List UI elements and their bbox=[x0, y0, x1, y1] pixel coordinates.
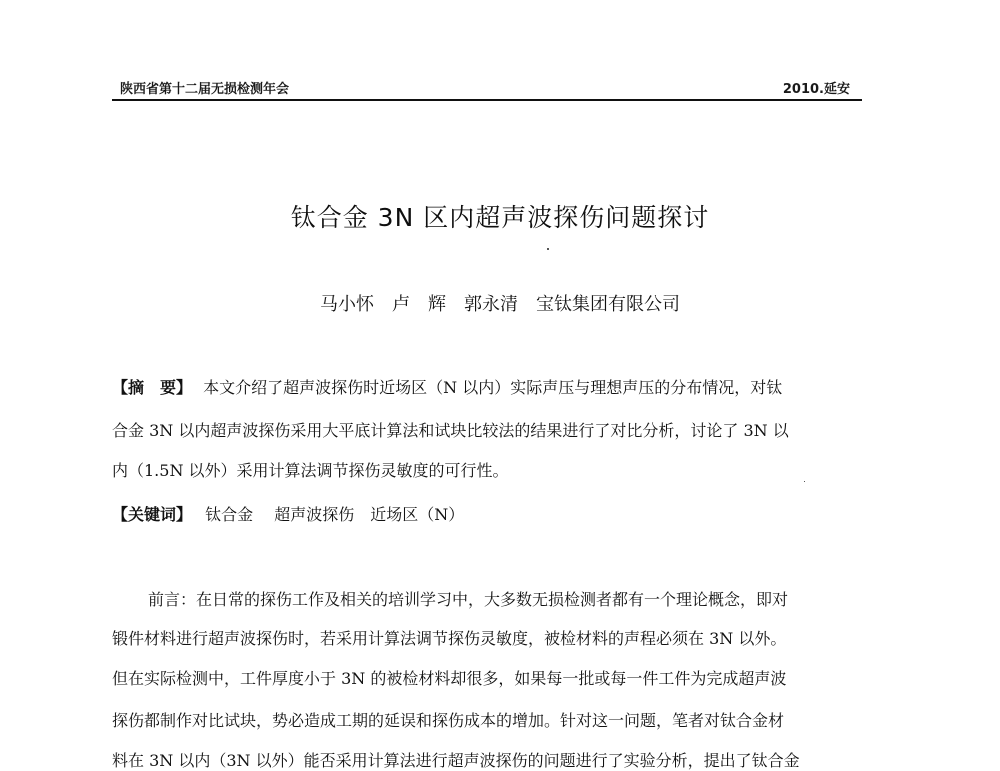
conference-date-place: 2010.延安 bbox=[782, 82, 850, 97]
intro-line-4: 探伤都制作对比试块，势必造成工期的延误和探伤成本的增加。针对这一问题，笔者对钛合金材 bbox=[112, 711, 785, 730]
header-rule bbox=[112, 99, 862, 101]
abstract-line-1 bbox=[112, 378, 860, 398]
abstract-line-3: 内（1.5N 以外）采用计算法调节探伤灵敏度的可行性。 bbox=[112, 461, 509, 480]
abstract-text-1: 本文介绍了超声波探伤时近场区（N 以内）实际声压与理想声压的分布情况，对钛 bbox=[203, 378, 783, 397]
scan-speck bbox=[547, 248, 549, 250]
intro-line-5: 料在 3N 以内（3N 以外）能否采用计算法进行超声波探伤的问题进行了实验分析，提出了钛合金 bbox=[112, 751, 800, 770]
abstract-label: 【摘 要】 bbox=[112, 378, 193, 397]
abstract-line-2: 合金 3N 以内超声波探伤采用大平底计算法和试块比较法的结果进行了对比分析，讨论了 3N 以 bbox=[112, 421, 789, 440]
paper-title: 钛合金 3N 区内超声波探伤问题探讨 bbox=[290, 203, 710, 232]
scan-speck bbox=[804, 481, 805, 482]
running-header bbox=[112, 76, 860, 98]
intro-line-2: 锻件材料进行超声波探伤时，若采用计算法调节探伤灵敏度，被检材料的声程必须在 3N 以外。 bbox=[112, 629, 787, 648]
conference-name: 陕西省第十二届无损检测年会 bbox=[120, 82, 290, 97]
intro-line-3: 但在实际检测中，工件厚度小于 3N 的被检材料却很多，如果每一批或每一件工件为完成超声波 bbox=[112, 669, 787, 688]
author-line: 马小怀 卢 辉 郭永清 宝钛集团有限公司 bbox=[320, 294, 680, 315]
keywords-label: 【关键词】 bbox=[112, 505, 193, 524]
intro-line-1: 前言：在日常的探伤工作及相关的培训学习中，大多数无损检测者都有一个理论概念，即对 bbox=[148, 590, 789, 609]
keywords-text: 钛合金 超声波探伤 近场区（N） bbox=[205, 505, 465, 524]
keywords-line bbox=[112, 505, 860, 525]
